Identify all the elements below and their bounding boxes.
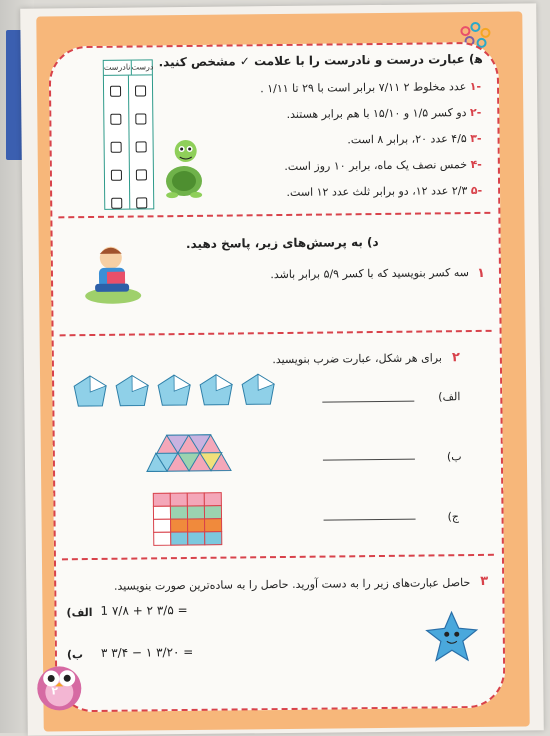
label-c: ج) xyxy=(447,510,460,524)
question-1-text: سه کسر بنویسید که با کسر ۵/۹ برابر باشد. xyxy=(270,266,470,282)
q3-expression-b: ۳ ۳/۴ − ۱ ۳/۲۰ = xyxy=(100,644,194,660)
starfish-illustration xyxy=(425,610,480,663)
checkbox-false-4[interactable] xyxy=(111,170,122,181)
page-number: ۲ xyxy=(51,684,59,698)
label-b: ب) xyxy=(446,450,462,464)
grid-figure xyxy=(151,491,226,550)
statement-3: -۳ ۴/۵ عدد ۲۰، برابر ۸ است. xyxy=(347,131,482,147)
checkbox-false-2[interactable] xyxy=(111,114,122,125)
true-false-table xyxy=(103,59,155,210)
section-e-heading: ﻫ) عبارت درست و نادرست را با علامت ✓ مشخص کنید. xyxy=(158,51,483,70)
label-a: الف) xyxy=(438,390,461,404)
worksheet-page xyxy=(36,11,529,731)
col-true-header: درست xyxy=(131,62,154,72)
question-2-text: برای هر شکل، عبارت ضرب بنویسید. xyxy=(272,351,442,367)
true-column xyxy=(128,75,153,208)
statement-4: -۴ خمس نصف یک ماه، برابر ۱۰ روز است. xyxy=(284,157,482,173)
statement-1: -۱ عدد مخلوط ۲ ۷/۱۱ برابر است با ۲۹ تا ۱/۱۱ . xyxy=(260,79,482,96)
question-2-number: ۲ xyxy=(451,350,460,366)
answer-line-a[interactable] xyxy=(322,401,414,403)
trapezoid-figure xyxy=(145,433,233,474)
divider-1 xyxy=(58,212,490,219)
worksheet-content xyxy=(49,42,506,713)
question-3-text: حاصل عبارت‌های زیر را به دست آورید. حاصل را به ساده‌ترین صورت بنویسید. xyxy=(113,576,471,593)
false-column xyxy=(104,76,130,209)
q3-label-b: ب) xyxy=(66,648,84,662)
checkbox-true-3[interactable] xyxy=(135,141,146,152)
section-d-heading: د) به پرسش‌های زیر، پاسخ دهید. xyxy=(185,234,379,252)
answer-line-c[interactable] xyxy=(324,519,416,521)
question-1-number: ۱ xyxy=(476,265,486,281)
divider-2 xyxy=(60,330,492,337)
divider-3 xyxy=(62,554,494,561)
question-3-number: ۳ xyxy=(480,573,489,589)
checkbox-false-3[interactable] xyxy=(111,142,122,153)
checkbox-true-5[interactable] xyxy=(136,197,147,208)
owl-icon xyxy=(33,656,86,713)
q3-label-a: الف) xyxy=(66,606,93,620)
q3-expression-a: 1 ۷/۸ + ۲ ۳/۵ = xyxy=(100,603,188,618)
boy-reading-illustration xyxy=(83,243,144,306)
checkbox-true-4[interactable] xyxy=(136,169,147,180)
statement-2: -۲ دو کسر ۱/۵ و ۱۵/۱۰ با هم برابر هستند. xyxy=(286,105,482,121)
checkbox-false-5[interactable] xyxy=(111,198,122,209)
turtle-illustration xyxy=(160,135,207,201)
answer-line-b[interactable] xyxy=(323,459,415,461)
checkbox-true-2[interactable] xyxy=(135,113,146,124)
checkbox-false-1[interactable] xyxy=(110,86,121,97)
statement-5: -۵ ۲/۳ عدد ۱۲، دو برابر ثلث عدد ۱۲ است. xyxy=(286,183,483,199)
pentagons-figure xyxy=(72,372,286,410)
checkbox-true-1[interactable] xyxy=(135,85,146,96)
col-false-header: نادرست xyxy=(104,61,132,75)
